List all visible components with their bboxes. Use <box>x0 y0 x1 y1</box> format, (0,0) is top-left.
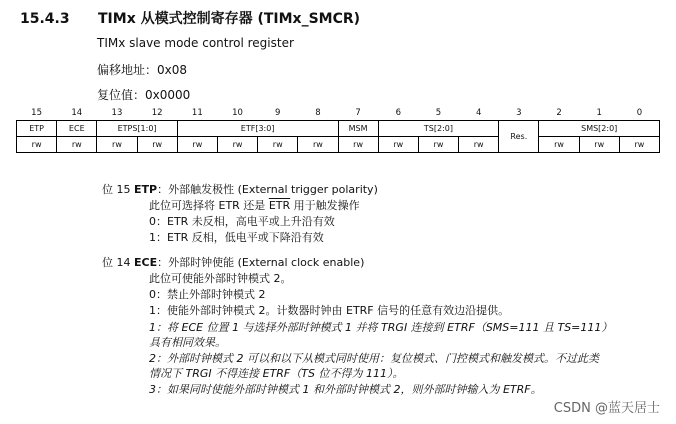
bit-number: 14 <box>71 108 83 118</box>
field-reserved: Res. <box>499 121 539 153</box>
register-map-table <box>16 106 660 153</box>
bit-number: 11 <box>191 108 203 118</box>
bit-number: 13 <box>111 108 123 118</box>
bit15-name: ETP <box>134 183 158 196</box>
bit-number: 3 <box>516 108 522 118</box>
bit-number: 7 <box>355 108 361 118</box>
watermark: CSDN @蓝天居士 <box>553 401 660 416</box>
access-cell: rw <box>298 137 338 153</box>
access-cell: rw <box>258 137 298 153</box>
bit-number: 8 <box>315 108 321 118</box>
access-cell: rw <box>17 137 57 153</box>
access-cell: rw <box>378 137 418 153</box>
bit14-line2: 0：禁止外部时钟模式 2 <box>149 288 266 301</box>
bit15-heading <box>102 182 378 197</box>
bit-number: 10 <box>232 108 243 118</box>
bit15-line1-text-end: 用于触发操作 <box>290 199 360 212</box>
bit-number: 12 <box>151 108 163 118</box>
access-cell: rw <box>217 137 257 153</box>
field-sms: SMS[2:0] <box>539 121 660 137</box>
access-cell: rw <box>177 137 217 153</box>
bit14-title: ：外部时钟使能 (External clock enable) <box>157 256 365 269</box>
field-etps: ETPS[1:0] <box>97 121 177 137</box>
section-number: 15.4.3 <box>20 11 70 27</box>
bit14-note2-a: 2：外部时钟模式 2 可以和以下从模式同时使用：复位模式、门控模式和触发模式。不过此类 <box>149 352 599 365</box>
bit-number: 1 <box>596 108 602 118</box>
access-cell: rw <box>619 137 659 153</box>
access-cell: rw <box>338 137 378 153</box>
bit-number: 4 <box>475 108 482 118</box>
bit14-note1-b: 具有相同效果。 <box>149 336 226 349</box>
bit15-line1 <box>149 198 360 213</box>
bit14-heading <box>102 255 364 270</box>
bit14-note2-b: 情况下 TRGI 不得连接 ETRF（TS 位不得为 111）。 <box>149 367 404 380</box>
bit14-line3: 1：使能外部时钟模式 2。计数器时钟由 ETRF 信号的任意有效边沿提供。 <box>149 304 510 317</box>
field-ece: ECE <box>57 121 97 137</box>
bit-number: 15 <box>31 108 42 118</box>
bit-number: 6 <box>395 108 401 118</box>
bit-number: 5 <box>435 108 442 118</box>
reset-value: 复位值：0x0000 <box>97 88 191 102</box>
bit-number: 9 <box>275 108 281 118</box>
bit15-label: 位 15 <box>102 183 131 196</box>
bit15-line3: 1：ETR 反相，低电平或下降沿有效 <box>149 231 324 244</box>
offset-address: 偏移地址：0x08 <box>97 63 188 77</box>
bit-number: 0 <box>636 108 643 118</box>
bit-number: 2 <box>556 108 562 118</box>
bit14-label: 位 14 <box>102 256 131 269</box>
access-cell: rw <box>459 137 499 153</box>
bit15-title: ：外部触发极性 (External trigger polarity) <box>157 183 378 196</box>
bit-number-row <box>17 106 660 121</box>
section-heading <box>20 8 360 28</box>
field-etp: ETP <box>17 121 57 137</box>
etr-inverted: $\overline{ETR}$ <box>268 199 291 212</box>
bit14-line1: 此位可使能外部时钟模式 2。 <box>149 272 292 285</box>
field-etf: ETF[3:0] <box>177 121 338 137</box>
bit14-name: ECE <box>134 256 158 269</box>
bit14-note3: 3：如果同时使能外部时钟模式 1 和外部时钟模式 2，则外部时钟输入为 ETRF。 <box>149 383 542 396</box>
bit15-line1-text: 此位可选择将 ETR 还是 <box>149 199 269 212</box>
access-cell: rw <box>539 137 579 153</box>
bit15-line2: 0：ETR 未反相，高电平或上升沿有效 <box>149 215 335 228</box>
section-title: TIMx 从模式控制寄存器 (TIMx_SMCR) <box>98 11 361 27</box>
field-msm: MSM <box>338 121 378 137</box>
field-ts: TS[2:0] <box>378 121 499 137</box>
access-cell: rw <box>57 137 97 153</box>
access-cell: rw <box>137 137 177 153</box>
field-name-row <box>17 121 660 137</box>
access-cell: rw <box>579 137 619 153</box>
bit14-note1-a: 1：将 ECE 位置 1 与选择外部时钟模式 1 并将 TRGI 连接到 ETRF（SMS=111 且 TS=111） <box>149 321 613 334</box>
access-cell: rw <box>418 137 458 153</box>
register-english-name: TIMx slave mode control register <box>97 36 294 50</box>
access-row <box>17 137 660 153</box>
access-cell: rw <box>97 137 137 153</box>
